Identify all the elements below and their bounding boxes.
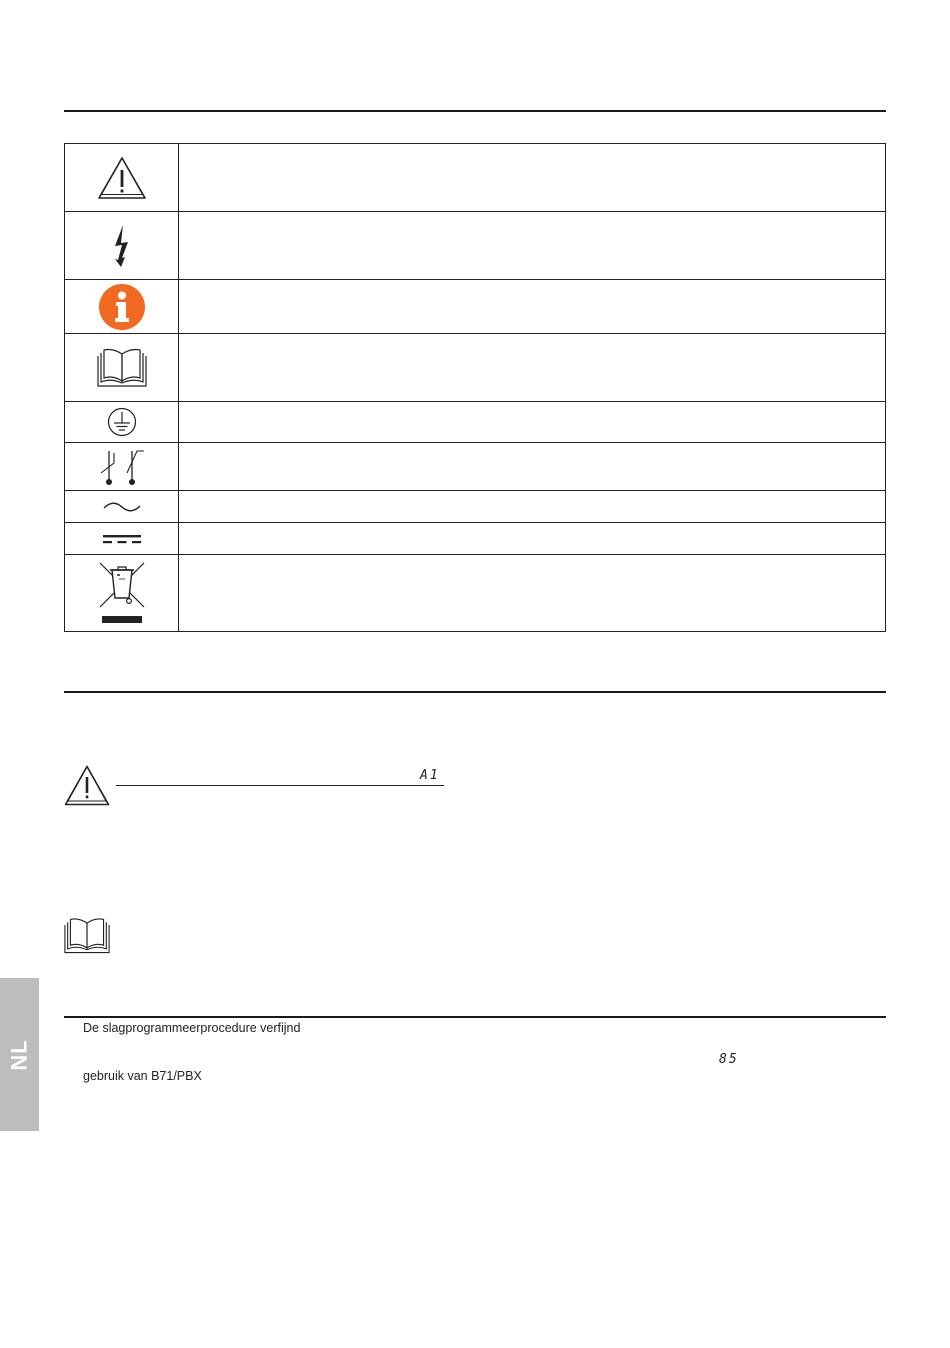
symbol-row-info: [65, 280, 886, 334]
footer-line: De slagprogrammeerprocedure verfijnd: [83, 1021, 301, 1035]
section-rule-middle: [64, 691, 886, 693]
section-rule-top: [64, 110, 886, 112]
symbol-description: [179, 491, 886, 523]
alternating-current-icon: [65, 499, 178, 515]
warning-underline: [116, 785, 444, 786]
symbol-row-warning: [65, 144, 886, 212]
symbol-row-manual: [65, 334, 886, 402]
warning-triangle-icon: [65, 156, 178, 200]
info-circle-icon: [65, 283, 178, 331]
symbol-description: [179, 280, 886, 334]
manual-note: [64, 916, 110, 961]
symbol-description: [179, 334, 886, 402]
symbol-description: [179, 212, 886, 280]
symbol-description: [179, 402, 886, 443]
open-book-manual-icon: [64, 943, 110, 960]
lightning-bolt-icon: [65, 224, 178, 268]
open-book-manual-icon: [65, 348, 178, 388]
symbol-description: [179, 144, 886, 212]
symbol-row-temperature: [65, 443, 886, 491]
symbols-table: [64, 143, 886, 632]
symbol-description: [179, 523, 886, 555]
symbol-row-lightning: [65, 212, 886, 280]
language-tab: [0, 978, 39, 1131]
temperature-limits-icon: [65, 447, 178, 487]
symbol-row-dc: [65, 523, 886, 555]
symbol-row-earth: [65, 402, 886, 443]
language-tab-label: NL: [6, 1038, 32, 1071]
section-rule-bottom: [64, 1016, 886, 1018]
symbol-description: [179, 443, 886, 491]
warning-note: [64, 765, 464, 807]
symbol-row-ac: [65, 491, 886, 523]
display-code: 85: [719, 1052, 739, 1067]
display-code: A1: [420, 768, 440, 783]
weee-crossed-bin-icon: [65, 560, 178, 626]
symbol-row-weee: [65, 555, 886, 632]
symbol-description: [179, 555, 886, 632]
footer-line: gebruik van B71/PBX: [83, 1069, 202, 1083]
protective-earth-icon: [65, 407, 178, 437]
direct-current-icon: [65, 532, 178, 546]
